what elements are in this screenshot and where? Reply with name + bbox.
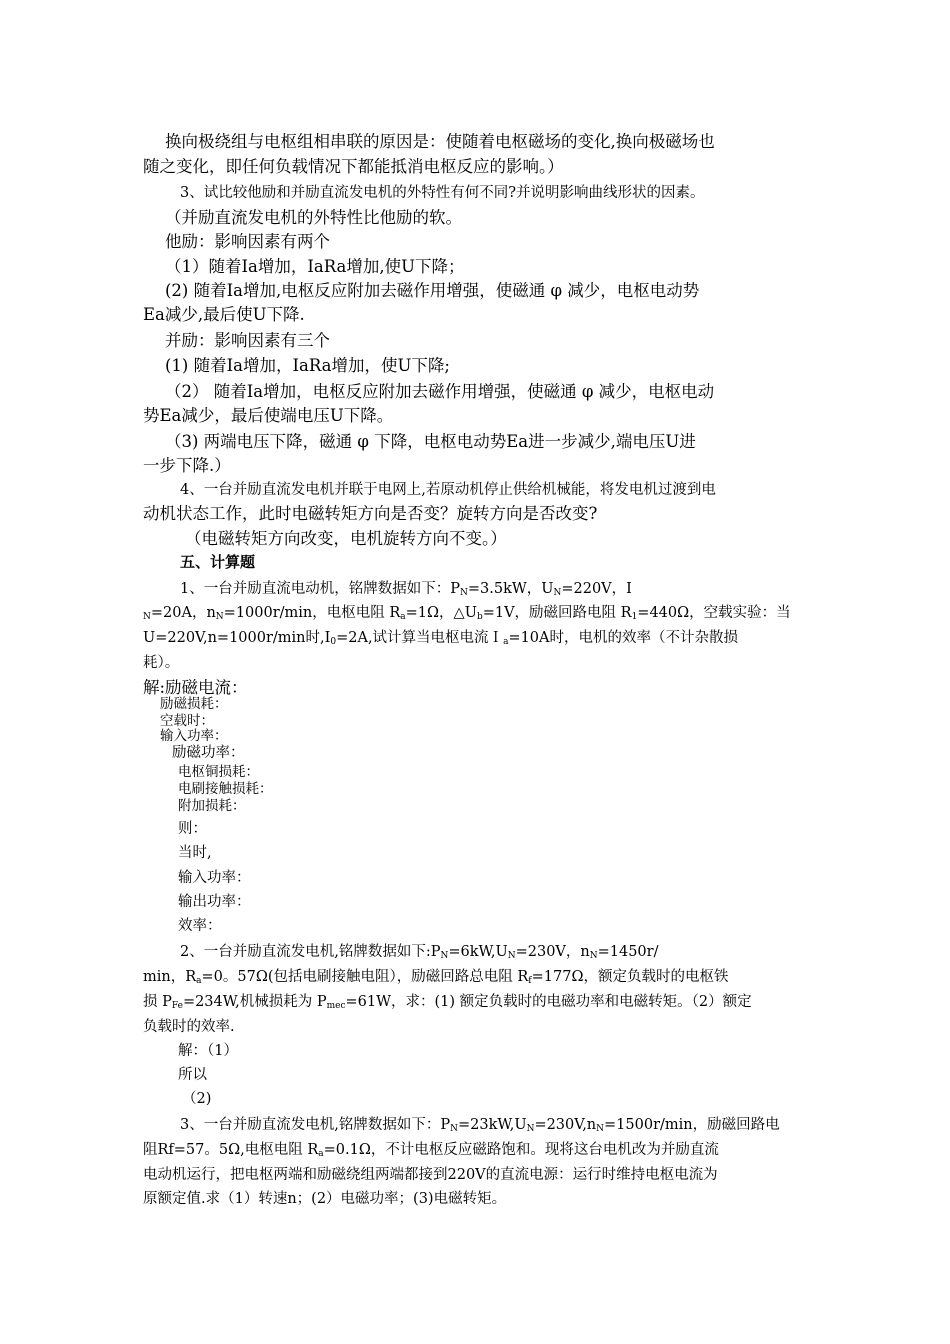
text-line: （3) 两端电压下降，磁通 φ 下降，电枢电动势Ea进一步减少,端电压U进 — [165, 432, 696, 451]
problem-3-line: 原额定值.求（1）转速n；(2）电磁功率；(3)电磁转矩。 — [143, 1191, 507, 1207]
text-line: (1) 随着Ia增加，IaRa增加，使U下降; — [165, 356, 450, 375]
section-heading: 五、计算题 — [180, 553, 256, 571]
solution-item: 输入功率： — [178, 870, 251, 886]
problem-2-line: 2、一台并励直流发电机,铭牌数据如下$:P_N=6kW,U_N=230V$，$n_N=1450r/$ — [180, 944, 659, 961]
solution-item: 则： — [178, 821, 207, 837]
text-line: 他励：影响因素有两个 — [165, 232, 330, 251]
solution-item: 所以 — [178, 1067, 207, 1083]
solution-item: 效率： — [178, 918, 222, 934]
problem-3-line: 3、一台并励直流发电机,铭牌数据如下：$P_N=23kW,U_N=230V,n_N=1500r/\min$，励磁回路电 — [180, 1117, 780, 1134]
solution-label: 解:励磁电流： — [143, 678, 248, 697]
text-line: （1）随着Ia增加，IaRa增加,使U下降； — [165, 257, 465, 276]
problem-2-line: 负载时的效率. — [143, 1019, 235, 1035]
question-3: 3、试比较他励和并励直流发电机的外特性有何不同?并说明影响曲线形状的因素。 — [180, 185, 705, 201]
text-line: Ea减少,最后使U下降. — [143, 305, 305, 324]
solution-item: 输入功率： — [160, 728, 228, 744]
problem-2-line: min，$R_a=0$。57Ω(包括电刷接触电阻），励磁回路总电阻 $R_f=177\Omega$，额定负载时的电枢铁 — [143, 969, 729, 986]
text-line: 势Ea减少，最后使端电压U下降。 — [143, 406, 394, 425]
solution-item: 附加损耗： — [178, 798, 246, 814]
text-line: 动机状态工作，此时电磁转矩方向是否变？旋转方向是否改变? — [143, 504, 598, 523]
solution-item: 励磁损耗： — [160, 696, 228, 712]
solution-item: 输出功率： — [178, 894, 251, 910]
text-line: 并励：影响因素有三个 — [165, 331, 330, 350]
problem-3-line: 阻Rf=57。5Ω,电枢电阻 $R_a=0.1\Omega$，不计电枢反应磁路饱和。现将这台电机改为并励直流 — [143, 1142, 719, 1159]
text-line: 随之变化，即任何负载情况下都能抵消电枢反应的影响。） — [143, 157, 564, 176]
solution-item: 励磁功率： — [172, 745, 245, 761]
problem-1-line: U=220V,n=1000r/min时$,I_0=2A$,试计算当电枢电流Ｉ$_a$=10A时，电机的效率（不计杂散损 — [143, 630, 738, 647]
solution-item: （2) — [182, 1091, 212, 1107]
text-line: （并励直流发电机的外特性比他励的软。 — [165, 208, 462, 227]
text-line: （2） 随着Ia增加，电枢反应附加去磁作用增强，使磁通 φ 减少，电枢电动 — [165, 382, 715, 401]
problem-2-line: 损 $P_{Fe}=234W$,机械损耗为 $P_{mec}=61W$，求：(1) 额定负载时的电磁功率和电磁转矩。（2）额定 — [143, 994, 752, 1011]
text-line: （电磁转矩方向改变，电机旋转方向不变。） — [185, 529, 507, 548]
text-line: (2) 随着Ia增加,电枢反应附加去磁作用增强，使磁通 φ 减少，电枢电动势 — [165, 281, 700, 300]
text-line: 换向极绕组与电枢组相串联的原因是：使随着电枢磁场的变化,换向极磁场也 — [165, 132, 715, 151]
problem-1-line: $_N$=20A，$n_N=1000r/\min$，电枢电阻 $R_a=1\Omega$，$\triangle U_b=1V$，励磁回路电阻 $R_1=440\Omega$，空载实验：当 — [143, 605, 791, 622]
problem-3-line: 电动机运行，把电枢两端和励磁绕组两端都接到220V的直流电源：运行时维持电枢电流为 — [143, 1167, 718, 1183]
question-4: 4、一台并励直流发电机并联于电网上,若原动机停止供给机械能，将发电机过渡到电 — [180, 482, 716, 498]
solution-item: 当时, — [178, 845, 212, 861]
solution-item: 电枢铜损耗： — [178, 764, 259, 780]
solution-item: 解：（1） — [178, 1043, 238, 1059]
solution-item: 空载时： — [160, 713, 214, 729]
problem-1-line: 耗）。 — [143, 655, 180, 671]
solution-item: 电刷接触损耗： — [178, 781, 273, 797]
problem-1-line: 1、一台并励直流电动机，铭牌数据如下：$P_N=3.5kW$，$U_N=220V$，I — [180, 581, 632, 598]
text-line: 一步下降.） — [143, 456, 231, 475]
